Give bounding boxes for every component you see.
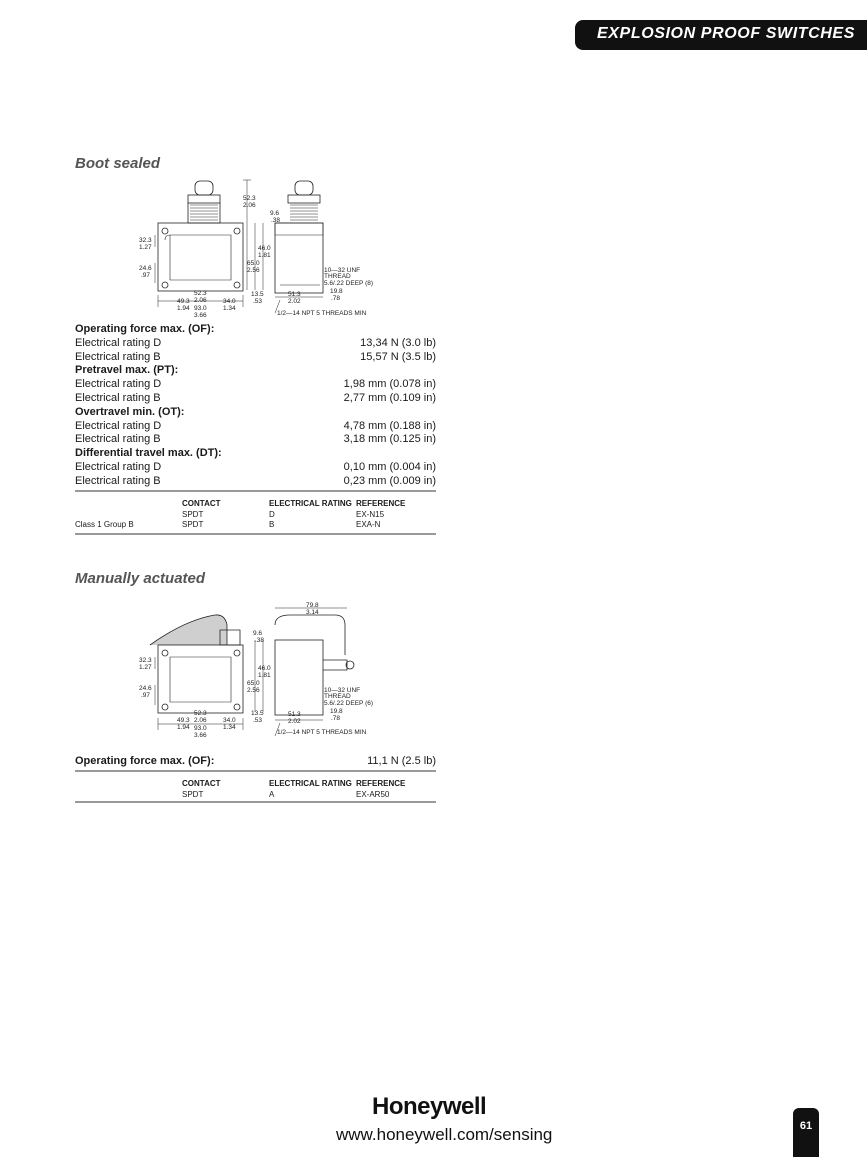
- spec-value: 2,77 mm (0.109 in): [343, 391, 436, 404]
- spec-row: [75, 351, 436, 365]
- dim-label: 2.56: [247, 687, 260, 694]
- table-cell: Class 1 Group B: [75, 520, 134, 529]
- spec-heading-row: [75, 323, 436, 337]
- dim-label: 1/2—14 NPT 5 THREADS MIN: [277, 310, 367, 317]
- dim-label: 1.34: [223, 724, 236, 731]
- dim-label: 9.6: [253, 630, 263, 637]
- dim-label: 9.6: [270, 210, 280, 217]
- spec-label: Electrical rating B: [75, 474, 161, 487]
- boot-sealed-title: Boot sealed: [75, 155, 161, 172]
- manually-actuated-specs: [75, 755, 436, 769]
- dim-label: 93.0: [194, 725, 207, 732]
- table-cell: A: [269, 789, 275, 799]
- table-cell: EX-N15: [356, 509, 385, 519]
- table-row: [75, 510, 436, 521]
- dim-label: 2.06: [194, 297, 207, 304]
- spec-heading-row: [75, 406, 436, 420]
- spec-value: 0,23 mm (0.009 in): [343, 474, 436, 487]
- dim-label: 3.66: [194, 732, 207, 739]
- dim-label: 79.8: [306, 602, 319, 609]
- table-cell: SPDT: [182, 509, 204, 519]
- spec-label: Operating force max. (OF):: [75, 755, 215, 767]
- spec-row: [75, 433, 436, 447]
- manually-actuated-dimension-drawing: [75, 600, 375, 745]
- table-cell: SPDT: [182, 520, 204, 529]
- dim-label: 5.6/.22 DEEP (6): [324, 700, 374, 707]
- manually-actuated-drawing: [75, 600, 375, 750]
- spec-heading-row: [75, 447, 436, 461]
- spec-row: [75, 461, 436, 475]
- dim-label: 3.66: [194, 312, 207, 319]
- dim-label: 2.06: [194, 717, 207, 724]
- dim-label: 34.0: [223, 298, 236, 305]
- dim-label: .97: [141, 692, 151, 699]
- dim-label: 46.0: [258, 665, 271, 672]
- spec-label: Electrical rating B: [75, 350, 161, 363]
- spec-label: Electrical rating B: [75, 433, 161, 446]
- spec-value: 15,57 N (3.5 lb): [360, 350, 436, 363]
- honeywell-logo: Honeywell: [372, 1093, 487, 1120]
- boot-sealed-dimension-drawing: [75, 175, 375, 320]
- dim-label: THREAD: [324, 273, 351, 280]
- dim-label: 24.6: [139, 685, 152, 692]
- dim-label: 19.8: [330, 288, 343, 295]
- dim-label: 10—32 UNF: [324, 267, 361, 274]
- dim-label: .53: [253, 298, 263, 305]
- spec-label: Operating force max. (OF):: [75, 323, 215, 335]
- dim-label: 93.0: [194, 305, 207, 312]
- dim-label: 52.3: [194, 710, 207, 717]
- table-header-row: [75, 779, 436, 790]
- spec-heading-row: [75, 755, 436, 769]
- table-header-row: [75, 499, 436, 510]
- table-header-cell: CONTACT: [182, 779, 221, 788]
- boot-sealed-table: [75, 499, 436, 531]
- table-cell: SPDT: [182, 789, 204, 799]
- spec-label: Electrical rating D: [75, 336, 162, 349]
- dim-label: 1.81: [258, 252, 271, 259]
- page-number-tab: [793, 1108, 819, 1157]
- dim-label: 5.6/.22 DEEP (8): [324, 280, 374, 287]
- dim-label: .78: [331, 295, 341, 302]
- divider: [75, 490, 436, 492]
- dim-label: .38: [255, 637, 265, 644]
- dim-label: .97: [141, 272, 151, 279]
- table-header-cell: ELECTRICAL RATING: [269, 779, 352, 788]
- section-header-tab: [575, 20, 867, 50]
- dim-label: 13.5: [251, 291, 264, 298]
- manually-actuated-table: [75, 779, 436, 800]
- table-cell: B: [269, 520, 275, 529]
- dim-label: 2.02: [288, 718, 301, 725]
- dim-label: 65.0: [247, 680, 260, 687]
- spec-row: [75, 378, 436, 392]
- spec-row: [75, 392, 436, 406]
- spec-value: 13,34 N (3.0 lb): [360, 336, 436, 349]
- table-cell: EX-AR50: [356, 789, 390, 799]
- boot-sealed-specs: [75, 323, 436, 489]
- table-header-cell: REFERENCE: [356, 499, 406, 508]
- table-row: [75, 790, 436, 801]
- footer-url[interactable]: www.honeywell.com/sensing: [336, 1125, 553, 1144]
- dim-label: 51.3: [288, 711, 301, 718]
- dim-label: 19.8: [330, 708, 343, 715]
- dim-label: .38: [271, 217, 281, 224]
- dim-label: 10—32 UNF: [324, 687, 361, 694]
- table-cell: EXA-N: [356, 520, 381, 529]
- spec-label: Electrical rating D: [75, 419, 162, 432]
- table-header-cell: CONTACT: [182, 499, 221, 508]
- dim-label: .53: [253, 717, 263, 724]
- dim-label: 1.27: [139, 664, 152, 671]
- dim-label: 2.56: [247, 267, 260, 274]
- table-cell: D: [269, 509, 275, 519]
- dim-label: 2.06: [243, 202, 256, 209]
- manually-actuated-title: Manually actuated: [75, 570, 206, 587]
- divider: [75, 801, 436, 803]
- boot-sealed-drawing: [75, 175, 375, 325]
- spec-label: Electrical rating D: [75, 378, 162, 391]
- spec-value: 1,98 mm (0.078 in): [343, 378, 436, 391]
- dim-label: 13.5: [251, 710, 264, 717]
- dim-label: 1.34: [223, 305, 236, 312]
- dim-label: 51.3: [288, 291, 301, 298]
- spec-value: 0,10 mm (0.004 in): [343, 460, 436, 473]
- spec-label: Electrical rating B: [75, 391, 161, 404]
- dim-label: 49.3: [177, 298, 190, 305]
- page-number: 61: [799, 1120, 813, 1132]
- dim-label: 46.0: [258, 245, 271, 252]
- dim-label: 1.81: [258, 672, 271, 679]
- dim-label: 65.0: [247, 260, 260, 267]
- spec-label: Electrical rating D: [75, 460, 162, 473]
- spec-label: Differential travel max. (DT):: [75, 447, 222, 460]
- spec-label: Pretravel max. (PT):: [75, 364, 179, 377]
- table-header-cell: REFERENCE: [356, 779, 406, 788]
- dim-label: 1.94: [177, 724, 190, 731]
- dim-label: 32.3: [139, 237, 152, 244]
- section-header-title: EXPLOSION PROOF SWITCHES: [597, 25, 855, 42]
- spec-row: [75, 420, 436, 434]
- dim-label: 52.3: [194, 290, 207, 297]
- spec-value: 4,78 mm (0.188 in): [343, 419, 436, 432]
- divider: [75, 770, 436, 772]
- table-header-cell: ELECTRICAL RATING: [269, 499, 352, 508]
- dim-label: .78: [331, 715, 341, 722]
- dim-label: THREAD: [324, 693, 351, 700]
- dim-label: 49.3: [177, 717, 190, 724]
- spec-row: [75, 337, 436, 351]
- divider: [75, 533, 436, 535]
- dim-label: 2.02: [288, 298, 301, 305]
- dim-label: 34.0: [223, 717, 236, 724]
- table-row: [75, 520, 436, 531]
- spec-heading-row: [75, 364, 436, 378]
- dim-label: 1.94: [177, 305, 190, 312]
- dim-label: 24.6: [139, 265, 152, 272]
- spec-row: [75, 475, 436, 489]
- spec-label: Overtravel min. (OT):: [75, 405, 185, 418]
- dim-label: 32.3: [139, 657, 152, 664]
- dim-label: 1/2—14 NPT 5 THREADS MIN: [277, 729, 367, 736]
- dim-label: 1.27: [139, 244, 152, 251]
- dim-label: 52.3: [243, 195, 256, 202]
- spec-value: 3,18 mm (0.125 in): [343, 433, 436, 446]
- dim-label: 3.14: [306, 609, 319, 616]
- spec-value: 11,1 N (2.5 lb): [367, 755, 436, 767]
